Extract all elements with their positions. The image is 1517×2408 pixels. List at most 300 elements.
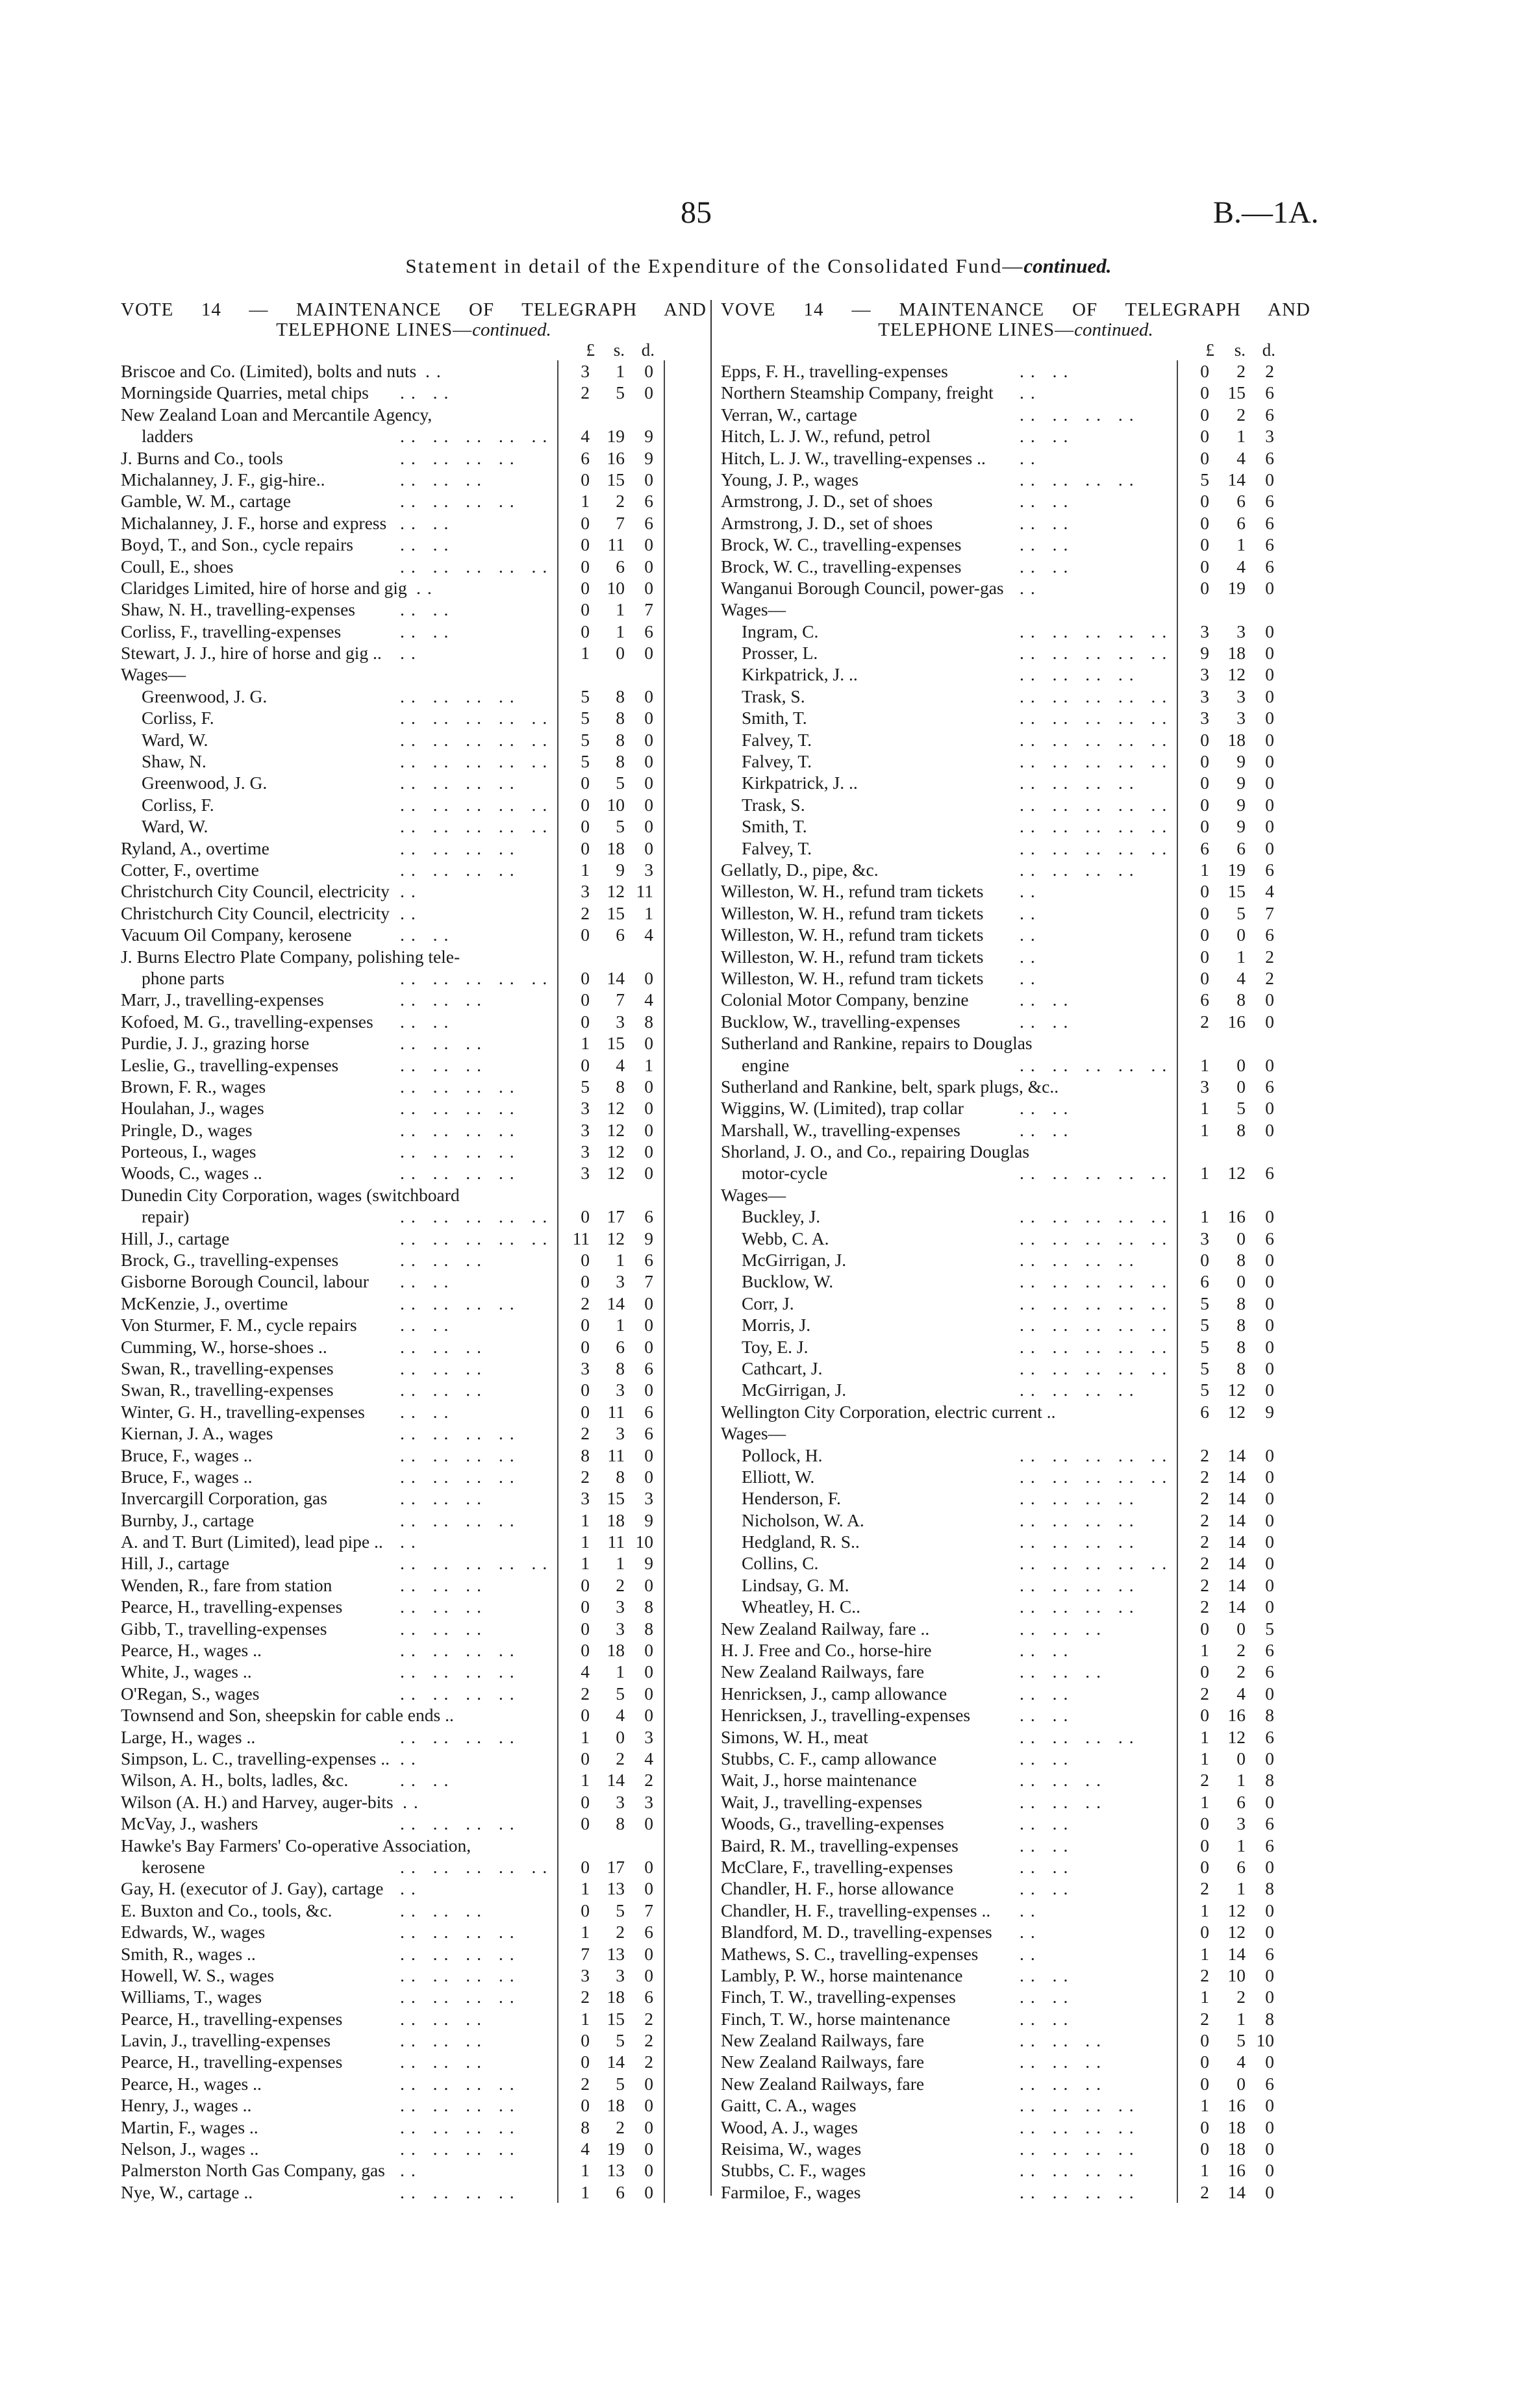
expenditure-row: [121, 1336, 707, 1358]
amount-pounds: 0: [581, 1900, 590, 1920]
amount-pence: 6: [644, 1922, 653, 1943]
expenditure-row: [721, 1119, 1310, 1141]
amount-shillings: 8: [616, 1813, 625, 1834]
leader-dots: .. .. ..: [1020, 2073, 1107, 2094]
amount-pence: 0: [1265, 1380, 1274, 1400]
entry-label: Ryland, A., overtime: [121, 838, 270, 858]
leader-dots: .. ..: [1020, 491, 1075, 512]
amount-shillings: 9: [1236, 773, 1246, 793]
expenditure-row: [121, 902, 707, 924]
entry-label: J. Burns Electro Plate Company, polishing tele-: [121, 946, 460, 967]
amount-shillings: 1: [616, 1315, 625, 1335]
amount-pounds: 0: [1200, 577, 1209, 598]
expenditure-row: [121, 1466, 707, 1487]
amount-pounds: 2: [581, 382, 590, 403]
amount-pounds: 0: [1200, 404, 1209, 425]
expenditure-row: [121, 1422, 707, 1444]
entry-label: Lavin, J., travelling-expenses: [121, 2030, 331, 2051]
amount-pence: 6: [1265, 1640, 1274, 1661]
expenditure-row: [721, 1986, 1310, 2007]
amount-shillings: 8: [616, 729, 625, 750]
amount-pounds: 1: [1200, 1163, 1209, 1184]
amount-shillings: 9: [1236, 816, 1246, 837]
leader-dots: .. .. .. .. ..: [1020, 686, 1173, 706]
entry-label: Invercargill Corporation, gas: [121, 1488, 327, 1509]
pounds-header: £: [586, 340, 595, 360]
amount-shillings: 2: [1236, 1640, 1246, 1661]
leader-dots: .. .. .. .. ..: [1020, 729, 1173, 750]
amount-pence: 6: [1265, 859, 1274, 880]
entry-label: Henry, J., wages ..: [121, 2095, 252, 2116]
amount-shillings: 16: [607, 447, 625, 468]
amount-shillings: 19: [607, 2139, 625, 2159]
leader-dots: .. .. .. ..: [400, 1987, 521, 2007]
expenditure-row: [121, 989, 707, 1010]
entry-label: Bucklow, W.: [742, 1271, 834, 1292]
amount-pence: 0: [644, 773, 653, 793]
amount-pence: 8: [1265, 1770, 1274, 1791]
amount-shillings: 0: [1236, 1271, 1246, 1292]
leader-dots: .. .. .. .. ..: [1020, 1293, 1173, 1313]
amount-pounds: 2: [581, 1293, 590, 1313]
amount-pence: 2: [1265, 967, 1274, 988]
expenditure-row: [121, 1076, 707, 1097]
leader-dots: .. .. .. .. ..: [400, 751, 554, 772]
entry-label: kerosene: [142, 1856, 205, 1877]
entry-label: Ingram, C.: [742, 621, 819, 641]
amount-pence: 0: [1265, 1553, 1274, 1574]
amount-pounds: 0: [1200, 447, 1209, 468]
amount-pence: 0: [1265, 1250, 1274, 1271]
shillings-header: s.: [1234, 340, 1246, 360]
entry-label: Falvey, T.: [742, 838, 812, 858]
expenditure-row: [721, 2181, 1310, 2203]
entry-label: Stewart, J. J., hire of horse and gig ..: [121, 643, 382, 664]
entry-label: Woods, C., wages ..: [121, 1163, 262, 1184]
expenditure-row: [721, 1704, 1310, 1726]
amount-shillings: 15: [1227, 881, 1246, 902]
amount-pence: 2: [644, 1770, 653, 1791]
leader-dots: .. ..: [400, 599, 455, 620]
entry-label: Hill, J., cartage: [121, 1553, 230, 1574]
amount-shillings: 8: [1236, 1315, 1246, 1335]
amount-shillings: 1: [1236, 426, 1246, 447]
entry-label: Smith, R., wages ..: [121, 1943, 256, 1964]
amount-pounds: 0: [581, 1206, 590, 1227]
amount-pence: 6: [1265, 925, 1274, 945]
expenditure-row: [721, 1943, 1310, 1965]
entry-label: Finch, T. W., travelling-expenses: [721, 1987, 956, 2007]
leader-dots: .. .. ..: [1020, 1661, 1107, 1682]
expenditure-row: [121, 967, 707, 989]
amount-pounds: 0: [581, 469, 590, 490]
entry-label: Shaw, N. H., travelling-expenses: [121, 599, 355, 620]
amount-pounds: 0: [581, 2052, 590, 2072]
amount-pence: 0: [1265, 469, 1274, 490]
entry-label: Mathews, S. C., travelling-expenses: [721, 1943, 979, 1964]
amount-pounds: 6: [581, 447, 590, 468]
amount-pence: 0: [644, 1878, 653, 1899]
entry-label: Michalanney, J. F., horse and express: [121, 512, 387, 533]
amount-pence: 0: [644, 361, 653, 381]
entry-label: Greenwood, J. G.: [142, 686, 268, 706]
amount-shillings: 8: [616, 708, 625, 728]
amount-pence: 9: [644, 1509, 653, 1530]
entry-label: Stubbs, C. F., wages: [721, 2160, 866, 2181]
amount-pounds: 0: [581, 1574, 590, 1595]
leader-dots: .. .. .. .. ..: [1020, 1553, 1173, 1574]
amount-shillings: 1: [1236, 1878, 1246, 1899]
entry-label: Hitch, L. J. W., travelling-expenses ..: [721, 447, 986, 468]
entry-label: Toy, E. J.: [742, 1336, 809, 1357]
expenditure-row: [721, 1011, 1310, 1032]
amount-pence: 6: [1265, 512, 1274, 533]
right-entry-list: [721, 360, 1310, 2203]
amount-pounds: 1: [581, 2160, 590, 2181]
amount-pounds: 2: [1200, 2181, 1209, 2202]
amount-shillings: 6: [1236, 838, 1246, 858]
amount-pence: 6: [1265, 1163, 1274, 1184]
entry-label: Young, J. P., wages: [721, 469, 859, 490]
expenditure-row: [721, 924, 1310, 945]
amount-shillings: 14: [1227, 1466, 1246, 1487]
expenditure-row: [721, 946, 1310, 967]
leader-dots: .. .. ..: [1020, 2030, 1107, 2051]
leader-dots: ..: [1020, 382, 1042, 403]
amount-pounds: 2: [1200, 1596, 1209, 1617]
leader-dots: .. .. .. ..: [400, 1423, 521, 1444]
right-vote-heading-line2: [721, 320, 1310, 340]
amount-pounds: 0: [581, 621, 590, 641]
expenditure-row: [121, 447, 707, 469]
amount-pence: 3: [644, 1488, 653, 1509]
expenditure-row: [721, 686, 1310, 707]
expenditure-row: [121, 1293, 707, 1314]
amount-shillings: 1: [616, 1250, 625, 1271]
amount-shillings: 11: [607, 1445, 625, 1465]
expenditure-row: [721, 1878, 1310, 1899]
amount-shillings: 0: [1236, 1054, 1246, 1075]
leader-dots: .. .. .. ..: [1020, 664, 1140, 685]
leader-dots: .. .. .. .. ..: [1020, 1271, 1173, 1292]
amount-pence: 0: [644, 816, 653, 837]
entry-label: Coull, E., shoes: [121, 556, 234, 577]
amount-pounds: 0: [1200, 1835, 1209, 1856]
entry-label: Brock, W. C., travelling-expenses: [721, 556, 962, 577]
leader-dots: .. .. .. .. ..: [1020, 838, 1173, 858]
entry-label: Morris, J.: [742, 1315, 811, 1335]
left-column: [121, 300, 707, 2203]
expenditure-row: [721, 751, 1310, 772]
amount-pence: 2: [644, 2008, 653, 2029]
amount-pence: 0: [644, 2095, 653, 2116]
amount-pence: 0: [644, 838, 653, 858]
leader-dots: .. .. .. .. ..: [1020, 1206, 1173, 1227]
amount-pence: 6: [1265, 1726, 1274, 1747]
expenditure-row: [121, 1574, 707, 1596]
amount-pence: 6: [1265, 491, 1274, 512]
leader-dots: .. .. .. ..: [400, 447, 521, 468]
expenditure-row: [721, 404, 1310, 425]
page-number: 85: [681, 195, 712, 230]
amount-pence: 7: [644, 599, 653, 620]
amount-shillings: 17: [607, 1856, 625, 1877]
leader-dots: ..: [1020, 1900, 1042, 1920]
leader-dots: .. .. .. .. ..: [400, 1856, 554, 1877]
leader-dots: .. ..: [1020, 2008, 1075, 2029]
amount-pence: 7: [1265, 902, 1274, 923]
leader-dots: ..: [400, 1878, 422, 1899]
expenditure-row: [121, 1943, 707, 1965]
leader-dots: .. ..: [1020, 426, 1075, 447]
amount-shillings: 8: [1236, 1358, 1246, 1378]
amount-shillings: 17: [607, 1206, 625, 1227]
amount-pounds: 0: [581, 1791, 590, 1812]
amount-pence: 0: [1265, 1748, 1274, 1769]
pence-header: d.: [1262, 340, 1275, 360]
leader-dots: .. .. .. .. ..: [1020, 643, 1173, 664]
expenditure-row: [721, 1769, 1310, 1791]
entry-label: Northern Steamship Company, freight: [721, 382, 994, 403]
amount-pence: 0: [1265, 1445, 1274, 1465]
amount-pence: 4: [1265, 881, 1274, 902]
leader-dots: .. ..: [1020, 534, 1075, 555]
entry-label: Gellatly, D., pipe, &c.: [721, 859, 879, 880]
amount-pence: 4: [644, 989, 653, 1010]
entry-label: Corliss, F., travelling-expenses: [121, 621, 342, 641]
amount-shillings: 14: [1227, 2181, 1246, 2202]
expenditure-row: [121, 1206, 707, 1227]
expenditure-row: [721, 880, 1310, 902]
entry-label: Winter, G. H., travelling-expenses: [121, 1401, 365, 1422]
amount-shillings: 16: [1227, 2160, 1246, 2181]
expenditure-row: [721, 1466, 1310, 1487]
leader-dots: .. .. .. ..: [400, 1466, 521, 1487]
entry-label: Brock, G., travelling-expenses: [121, 1250, 339, 1271]
amount-pounds: 2: [581, 1987, 590, 2007]
leader-dots: ..: [1020, 577, 1042, 598]
right-vote-heading: [721, 300, 1310, 340]
amount-shillings: 3: [616, 1596, 625, 1617]
amount-pounds: 0: [581, 967, 590, 988]
expenditure-row: [121, 1791, 707, 1813]
entry-label: Hill, J., cartage: [121, 1228, 230, 1248]
expenditure-row: [121, 1856, 707, 1878]
amount-pence: 2: [1265, 361, 1274, 381]
expenditure-row: [121, 880, 707, 902]
entry-label: Simpson, L. C., travelling-expenses ..: [121, 1748, 390, 1769]
amount-pounds: 0: [1200, 816, 1209, 837]
amount-pence: 6: [1265, 382, 1274, 403]
amount-pence: 0: [644, 1119, 653, 1140]
amount-pence: 0: [1265, 1683, 1274, 1704]
leader-dots: ..: [400, 643, 422, 664]
entry-label: Pringle, D., wages: [121, 1119, 253, 1140]
amount-pounds: 0: [581, 2095, 590, 2116]
leader-dots: .. .. .. ..: [1020, 2116, 1140, 2137]
amount-pounds: 0: [581, 2030, 590, 2051]
amount-pence: 0: [1265, 1987, 1274, 2007]
leader-dots: .. .. .. .. ..: [1020, 708, 1173, 728]
entry-label: New Zealand Railways, fare: [721, 2073, 925, 2094]
amount-pence: 0: [644, 1315, 653, 1335]
entry-label: Morningside Quarries, metal chips: [121, 382, 369, 403]
amount-shillings: 12: [607, 1141, 625, 1162]
amount-shillings: 12: [1227, 1401, 1246, 1422]
expenditure-row: [721, 556, 1310, 577]
amount-pence: 0: [1265, 1358, 1274, 1378]
entry-label: Marshall, W., travelling-expenses: [721, 1119, 960, 1140]
amount-pounds: 0: [1200, 946, 1209, 967]
amount-pence: 0: [644, 2116, 653, 2137]
amount-pence: 0: [1265, 2139, 1274, 2159]
amount-pounds: 1: [1200, 1748, 1209, 1769]
leader-dots: .. ..: [1020, 1835, 1075, 1856]
expenditure-row: [721, 838, 1310, 859]
amount-pounds: 1: [581, 859, 590, 880]
amount-shillings: 8: [1236, 989, 1246, 1010]
amount-shillings: 11: [607, 1532, 625, 1552]
leader-dots: .. .. ..: [400, 1488, 488, 1509]
amount-pence: 6: [644, 1987, 653, 2007]
amount-shillings: 4: [1236, 1683, 1246, 1704]
amount-pence: 0: [1265, 729, 1274, 750]
leader-dots: .. .. ..: [400, 1033, 488, 1054]
amount-pounds: 1: [1200, 1987, 1209, 2007]
entry-label: Porteous, I., wages: [121, 1141, 257, 1162]
entry-label: McVay, J., washers: [121, 1813, 258, 1834]
amount-pounds: 5: [581, 1076, 590, 1097]
amount-pence: 0: [1265, 1098, 1274, 1119]
amount-pence: 0: [1265, 1054, 1274, 1075]
amount-pounds: 0: [1200, 729, 1209, 750]
amount-shillings: 18: [1227, 2139, 1246, 2159]
expenditure-row: [721, 2116, 1310, 2138]
amount-pounds: 0: [581, 1054, 590, 1075]
entry-label: Woods, G., travelling-expenses: [721, 1813, 944, 1834]
amount-shillings: 18: [607, 1509, 625, 1530]
amount-pence: 0: [644, 382, 653, 403]
amount-pounds: 2: [1200, 2008, 1209, 2029]
expenditure-row: [721, 2073, 1310, 2094]
amount-pounds: 0: [581, 599, 590, 620]
amount-pence: 0: [1265, 794, 1274, 815]
leader-dots: ..: [1020, 1943, 1042, 1964]
amount-pence: 0: [644, 1380, 653, 1400]
amount-pence: 0: [644, 643, 653, 664]
amount-pounds: 0: [581, 1856, 590, 1877]
amount-shillings: 4: [1236, 967, 1246, 988]
amount-pence: 0: [644, 1098, 653, 1119]
leader-dots: .. .. .. .. ..: [1020, 1228, 1173, 1248]
leader-dots: .. .. .. ..: [400, 1076, 521, 1097]
expenditure-row: [721, 490, 1310, 512]
expenditure-row: [121, 1748, 707, 1769]
amount-pounds: 2: [1200, 1011, 1209, 1032]
entry-label: Kofoed, M. G., travelling-expenses: [121, 1011, 373, 1032]
amount-pence: 6: [644, 1358, 653, 1378]
amount-pounds: 0: [581, 773, 590, 793]
amount-pounds: 3: [581, 361, 590, 381]
left-vote-heading-line2: [121, 320, 707, 340]
amount-shillings: 18: [1227, 2116, 1246, 2137]
entry-label: Lambly, P. W., horse maintenance: [721, 1965, 963, 1985]
amount-shillings: 13: [607, 1878, 625, 1899]
amount-shillings: 6: [1236, 1791, 1246, 1812]
amount-shillings: 5: [1236, 902, 1246, 923]
amount-pence: 6: [1265, 404, 1274, 425]
amount-pounds: 3: [581, 1488, 590, 1509]
amount-pounds: 6: [1200, 838, 1209, 858]
amount-shillings: 6: [616, 925, 625, 945]
expenditure-row: [121, 1813, 707, 1834]
amount-shillings: 19: [607, 426, 625, 447]
entry-label: Corliss, F.: [142, 708, 214, 728]
leader-dots: .. .. ..: [400, 1380, 488, 1400]
amount-pence: 0: [1265, 1900, 1274, 1920]
leader-dots: .. .. .. ..: [400, 1141, 521, 1162]
expenditure-row: [121, 2138, 707, 2159]
amount-pounds: 2: [581, 1466, 590, 1487]
entry-label: Epps, F. H., travelling-expenses: [721, 361, 948, 381]
amount-pence: 0: [1265, 708, 1274, 728]
expenditure-row: [721, 1445, 1310, 1466]
expenditure-row: [721, 577, 1310, 599]
amount-pence: 8: [1265, 1705, 1274, 1726]
expenditure-row: [721, 772, 1310, 793]
amount-pounds: 4: [581, 1661, 590, 1682]
amount-pence: 0: [1265, 1791, 1274, 1812]
amount-shillings: 14: [1227, 469, 1246, 490]
amount-pounds: 0: [1200, 1922, 1209, 1943]
amount-shillings: 11: [607, 534, 625, 555]
amount-shillings: 1: [616, 1553, 625, 1574]
amount-pence: 0: [1265, 643, 1274, 664]
expenditure-row: [721, 425, 1310, 447]
amount-shillings: 3: [616, 1791, 625, 1812]
amount-pence: 6: [1265, 1228, 1274, 1248]
expenditure-row: [121, 2181, 707, 2203]
entry-label: Prosser, L.: [742, 643, 818, 664]
entry-label: Henderson, F.: [742, 1488, 841, 1509]
expenditure-row: [721, 642, 1310, 664]
amount-pounds: 0: [581, 816, 590, 837]
amount-pounds: 1: [581, 1878, 590, 1899]
expenditure-row: [121, 1531, 707, 1552]
entry-label: Falvey, T.: [742, 751, 812, 772]
leader-dots: .. .. ..: [1020, 1618, 1107, 1639]
amount-pounds: 1: [1200, 859, 1209, 880]
leader-dots: .. .. .. ..: [400, 2116, 521, 2137]
expenditure-row: [121, 924, 707, 945]
expenditure-row: [121, 946, 707, 967]
entry-label: Corr, J.: [742, 1293, 794, 1313]
amount-shillings: 15: [607, 1488, 625, 1509]
leader-dots: .. .. ..: [400, 469, 488, 490]
entry-label: Greenwood, J. G.: [142, 773, 268, 793]
amount-pounds: 3: [581, 881, 590, 902]
amount-pence: 0: [644, 534, 653, 555]
expenditure-row: [121, 512, 707, 534]
expenditure-row: [721, 1206, 1310, 1227]
expenditure-row: [721, 729, 1310, 751]
amount-pounds: 1: [1200, 1791, 1209, 1812]
expenditure-row: [121, 1445, 707, 1466]
amount-pounds: 0: [1200, 1856, 1209, 1877]
expenditure-row: [721, 1509, 1310, 1531]
amount-pence: 0: [1265, 773, 1274, 793]
leader-dots: .. .. .. ..: [400, 2095, 521, 2116]
